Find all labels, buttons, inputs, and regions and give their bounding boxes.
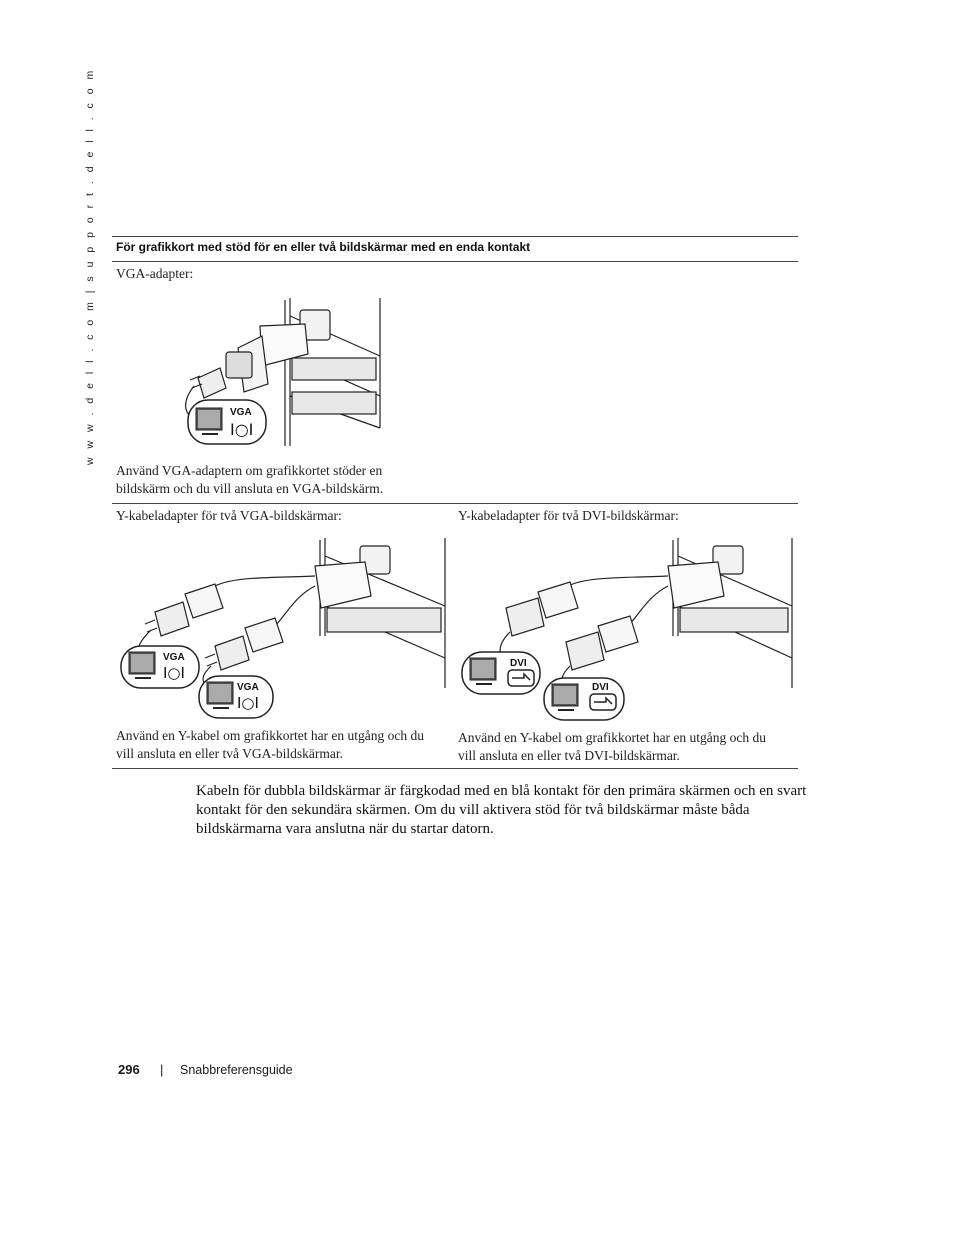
dvi-label-1: DVI <box>510 658 527 669</box>
dvi-monitor-badge-1 <box>462 652 540 694</box>
table-heading: För grafikkort med stöd för en eller två bildskärmar med en enda kontakt <box>116 240 531 254</box>
table-bottom-rule <box>112 768 798 769</box>
table-header-rule <box>112 261 798 262</box>
dvi-monitor-badge-2 <box>544 678 624 720</box>
y-vga-figure <box>115 536 450 721</box>
vga-monitor-badge-1 <box>121 646 199 688</box>
vga-monitor-badge-2 <box>199 676 273 718</box>
footer-separator: | <box>160 1062 164 1077</box>
vga-label-2: VGA <box>237 682 259 693</box>
y-dvi-figure <box>458 536 796 723</box>
y-dvi-label: Y-kabeladapter för två DVI-bildskärmar: <box>458 508 679 523</box>
dvi-label-2: DVI <box>592 682 609 693</box>
table-top-rule <box>112 236 798 237</box>
vga-adapter-figure <box>180 296 385 448</box>
page-number: 296 <box>118 1062 140 1077</box>
y-vga-label: Y-kabeladapter för två VGA-bildskärmar: <box>116 508 342 523</box>
vga-monitor-badge <box>188 400 266 444</box>
footer-title: Snabbreferensguide <box>180 1063 293 1077</box>
svg-text:I○I: I○I <box>163 664 185 682</box>
svg-text:I○I: I○I <box>230 420 254 439</box>
row-separator-rule <box>112 503 798 504</box>
body-paragraph: Kabeln för dubbla bildskärmar är färgkodad med en blå kontakt för den primära skärmen och en svart kontakt för den sekundära skärmen. Om du vill aktivera stöd för två bildskärmar måste båda bildskärmarna vara anslutna när du startar datorn. <box>196 783 807 837</box>
y-vga-caption: Använd en Y-kabel om grafikkortet har en utgång och du vill ansluta en eller två VGA-bildskärmar. <box>116 728 425 761</box>
side-url: w w w . d e l l . c o m | s u p p o r t . d e l l . c o m <box>84 67 96 465</box>
svg-text:I○I: I○I <box>237 694 259 712</box>
vga-adapter-label: VGA-adapter: <box>116 266 194 281</box>
vga-adapter-caption: Använd VGA-adaptern om grafikkortet stöder en bildskärm och du vill ansluta en VGA-bildskärm. <box>116 463 384 496</box>
y-dvi-caption: Använd en Y-kabel om grafikkortet har en utgång och du vill ansluta en eller två DVI-bildskärmar. <box>458 730 767 763</box>
vga-label-1: VGA <box>163 652 185 663</box>
vga-label: VGA <box>230 407 252 418</box>
